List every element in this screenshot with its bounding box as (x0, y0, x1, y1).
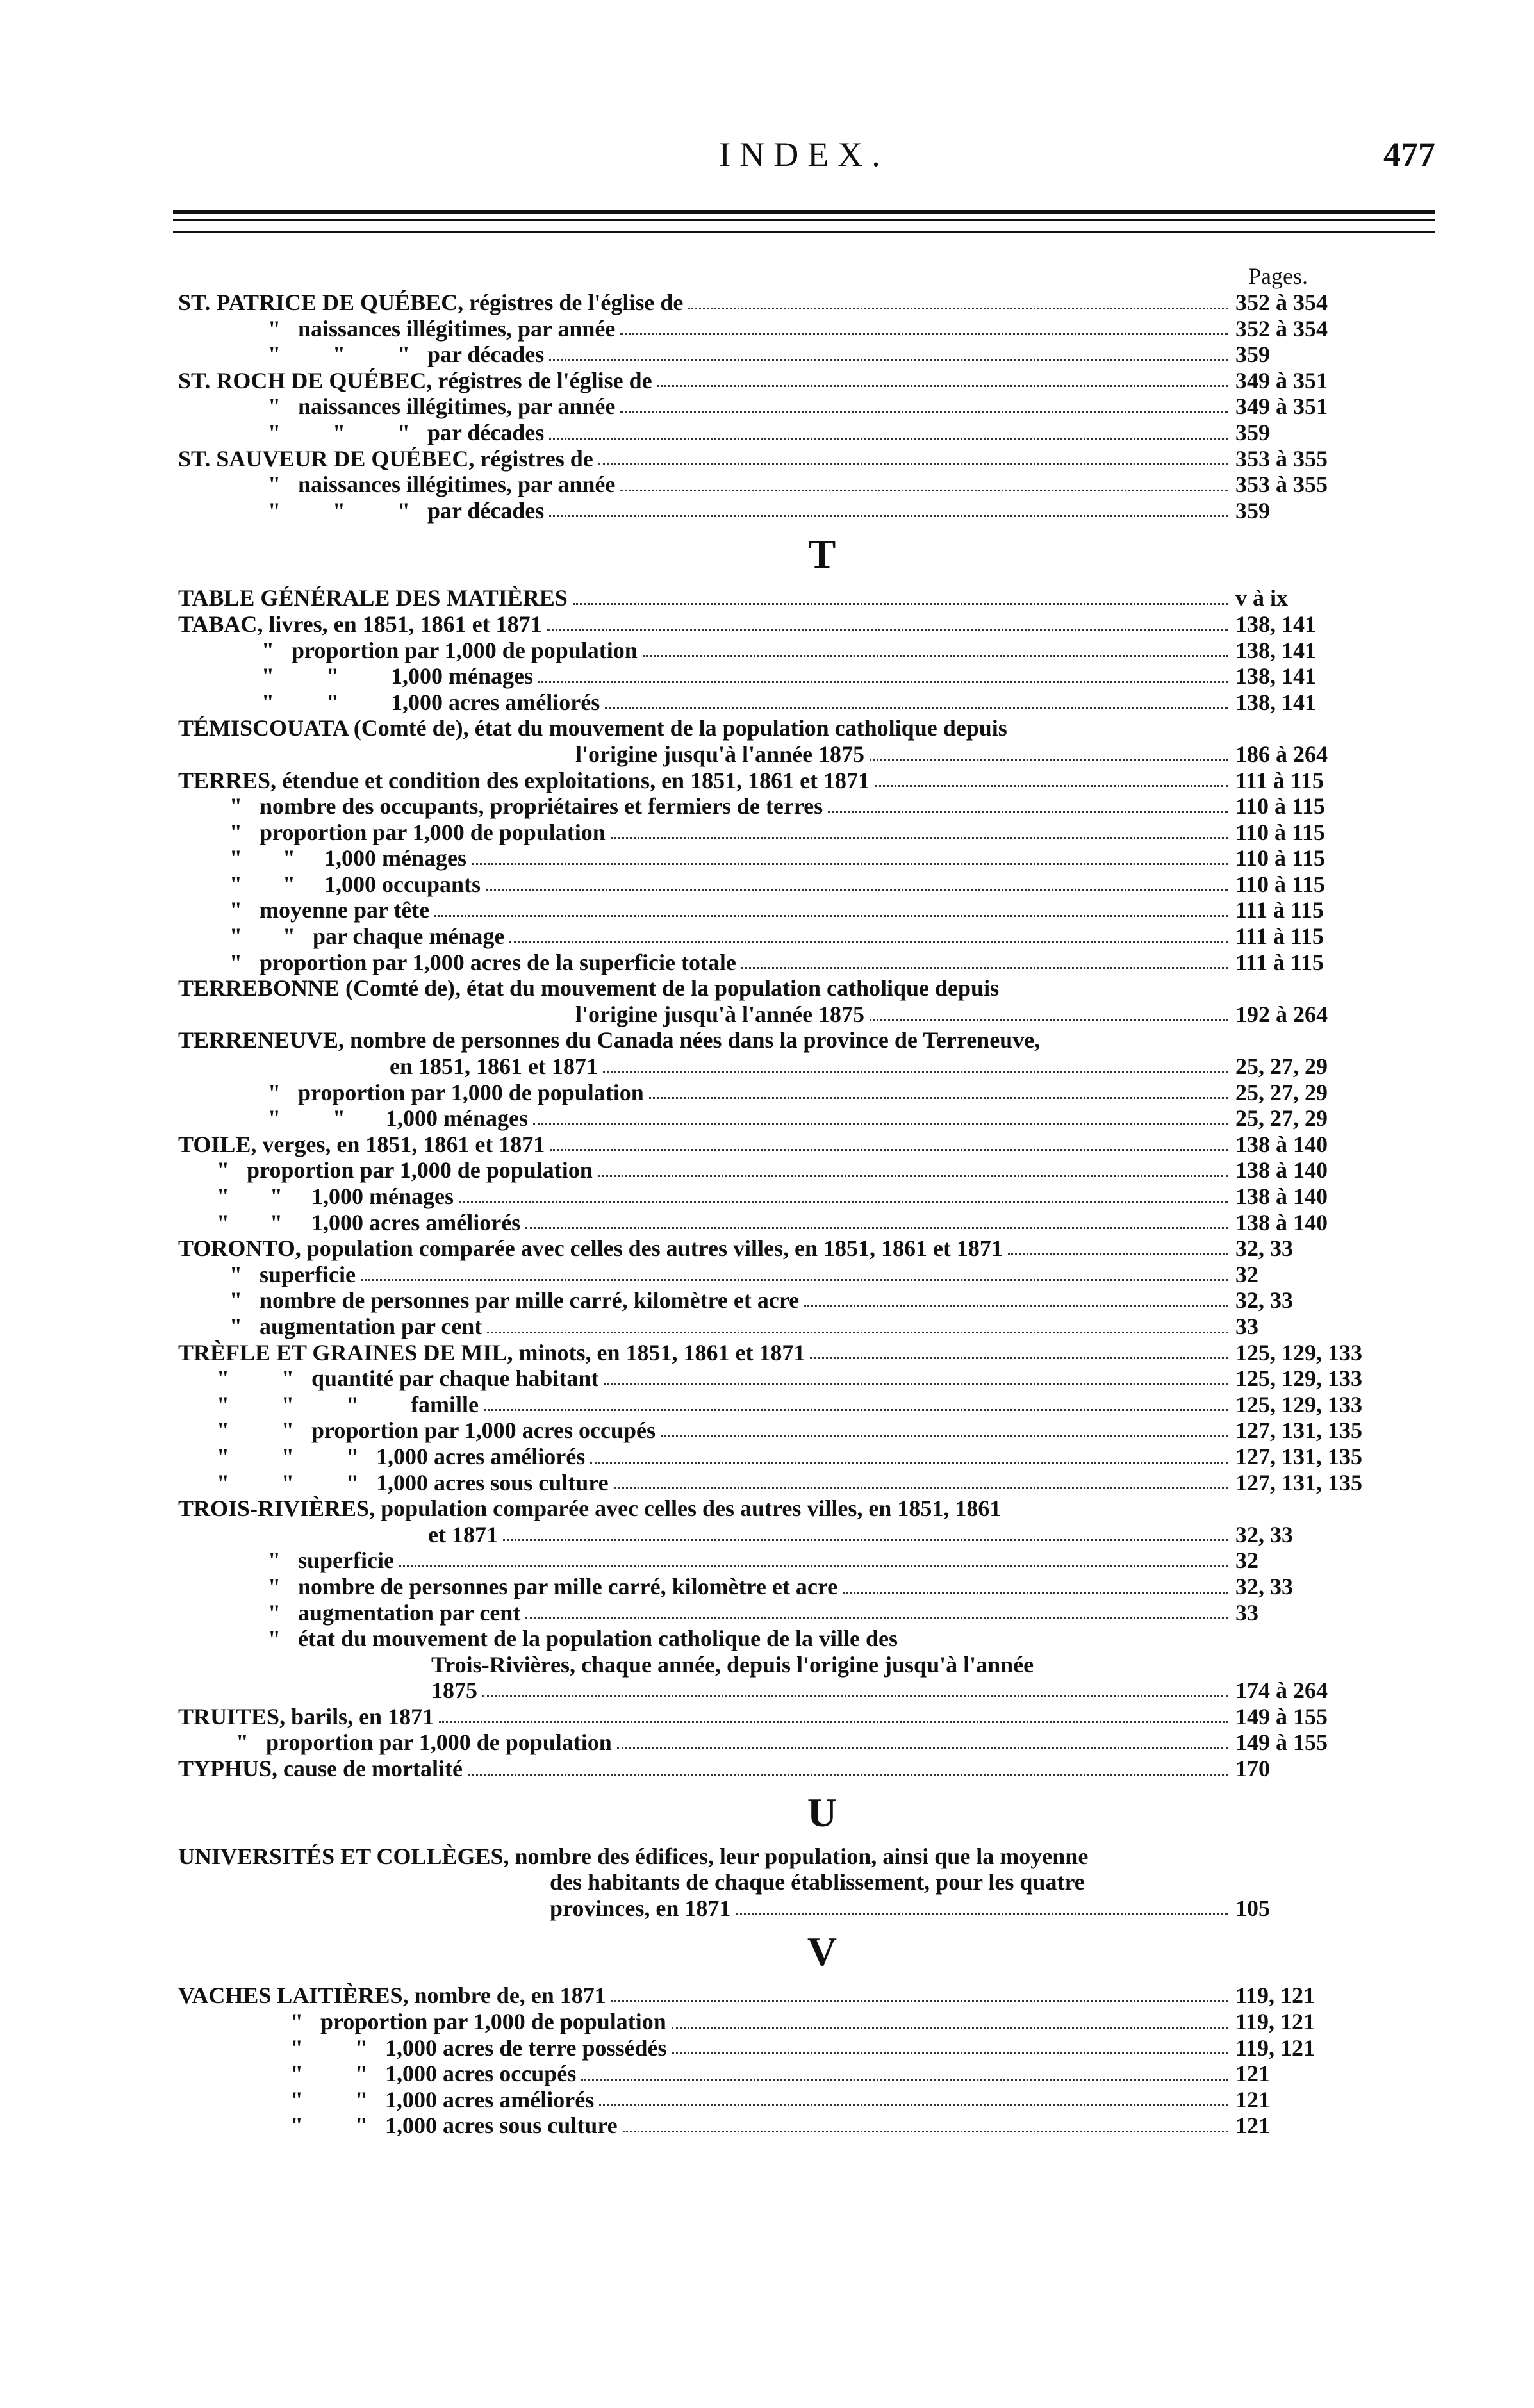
page-reference: 33 (1235, 1313, 1258, 1339)
page-reference: 32 (1235, 1261, 1258, 1287)
page-reference: 138 à 140 (1235, 1157, 1328, 1183)
leader-dots (503, 1539, 1228, 1541)
page-reference: 192 à 264 (1235, 1001, 1328, 1027)
index-entry (178, 1470, 1383, 1496)
entry-text: " " " par décades (268, 419, 545, 445)
leader-dots (617, 1747, 1228, 1749)
entry-text: " moyenne par tête (229, 897, 430, 923)
leader-dots (603, 1071, 1228, 1073)
leader-dots (611, 837, 1228, 839)
index-entry (178, 1895, 1383, 1922)
page-reference: 174 à 264 (1235, 1678, 1328, 1704)
page-reference: v à ix (1235, 585, 1289, 611)
leader-dots (599, 2104, 1228, 2106)
page-reference: 353 à 355 (1235, 445, 1328, 472)
index-entry (178, 1262, 1383, 1288)
page-reference: 110 à 115 (1235, 793, 1326, 820)
entry-text: 1875 (431, 1678, 477, 1704)
entry-text: TERRES, étendue et condition des exploitations, en 1851, 1861 et 1871 (178, 767, 870, 793)
page-reference: 121 (1235, 2086, 1270, 2113)
page-reference: 119, 121 (1235, 2009, 1315, 2035)
entry-text: " " quantité par chaque habitant (217, 1365, 599, 1392)
page-reference: 138 à 140 (1235, 1131, 1328, 1157)
page-reference: 138, 141 (1235, 689, 1316, 715)
entry-text: " " 1,000 ménages (229, 845, 466, 871)
leader-dots (688, 308, 1228, 309)
index-entry (178, 1183, 1383, 1210)
entry-text: " " 1,000 ménages (217, 1183, 454, 1209)
entry-text: l'origine jusqu'à l'année 1875 (575, 1001, 865, 1027)
leader-dots (550, 1149, 1228, 1151)
index-entry (178, 2061, 1383, 2087)
index-entry (178, 950, 1383, 976)
entry-text: " nombre des occupants, propriétaires et fermiers de terres (229, 793, 823, 820)
page-reference: 32, 33 (1235, 1573, 1293, 1599)
index-entry (178, 1132, 1383, 1158)
entry-text: TORONTO, population comparée avec celles des autres villes, en 1851, 1861 et 1871 (178, 1235, 1003, 1262)
entry-text: " naissances illégitimes, par année (268, 472, 616, 498)
page-reference: 25, 27, 29 (1235, 1105, 1328, 1132)
leader-dots (649, 1097, 1228, 1099)
section-letter: T (808, 531, 836, 577)
page-reference: 105 (1235, 1895, 1270, 1921)
entry-text: TRÈFLE ET GRAINES DE MIL, minots, en 1851, 1861 et 1871 (178, 1339, 805, 1365)
page-header (173, 135, 1435, 173)
index-entry (178, 1080, 1383, 1106)
leader-dots (434, 915, 1228, 917)
page-reference: 127, 131, 135 (1235, 1417, 1362, 1444)
entry-text: provinces, en 1871 (550, 1895, 731, 1921)
entry-text: TÉMISCOUATA (Comté de), état du mouvement de la population catholique depuis (178, 715, 1007, 741)
index-entry (178, 2009, 1383, 2035)
page-reference: 127, 131, 135 (1235, 1443, 1362, 1469)
leader-dots (810, 1357, 1228, 1359)
entry-text: TERREBONNE (Comté de), état du mouvement de la population catholique depuis (178, 975, 1000, 1002)
entry-text: TABLE GÉNÉRALE DES MATIÈRES (178, 585, 568, 611)
leader-dots (439, 1721, 1228, 1723)
index-entry (178, 1626, 1383, 1652)
leader-dots (509, 941, 1228, 943)
leader-dots (533, 1123, 1228, 1125)
entry-text: " proportion par 1,000 de population (268, 1079, 644, 1105)
page-reference: 138, 141 (1235, 637, 1316, 663)
leader-dots (1008, 1253, 1228, 1255)
entry-text: " proportion par 1,000 de population (290, 2009, 666, 2035)
leader-dots (620, 411, 1228, 413)
page-reference: 149 à 155 (1235, 1729, 1328, 1756)
page-reference: 170 (1235, 1756, 1270, 1782)
page-reference: 32 (1235, 1547, 1258, 1574)
page-reference: 110 à 115 (1235, 819, 1326, 845)
entry-text: " " " par décades (268, 342, 545, 368)
index-entry (178, 1314, 1383, 1340)
entry-text: ST. PATRICE DE QUÉBEC, régistres de l'église de (178, 290, 684, 315)
leader-dots (547, 629, 1228, 631)
index-entry (178, 420, 1383, 446)
index-entry (178, 2087, 1383, 2113)
index-entry (178, 1027, 1383, 1053)
entry-text: " augmentation par cent (229, 1313, 482, 1339)
leader-dots (620, 333, 1228, 335)
index-entry (178, 663, 1383, 689)
index-entry (178, 393, 1383, 420)
index-entry (178, 897, 1383, 923)
page-reference: 349 à 351 (1235, 367, 1328, 393)
entry-text: " " " 1,000 acres sous culture (217, 1469, 609, 1496)
index-entry (178, 923, 1383, 950)
page-reference: 121 (1235, 2061, 1270, 2087)
entry-text: " nombre de personnes par mille carré, kilomètre et acre (229, 1287, 800, 1314)
page-reference: 111 à 115 (1235, 923, 1324, 950)
entry-text: " naissances illégitimes, par année (268, 315, 616, 342)
entry-text: " augmentation par cent (268, 1599, 521, 1626)
index-section (178, 1782, 1383, 1922)
entry-text: " " proportion par 1,000 acres occupés (217, 1417, 656, 1444)
section-letter: V (807, 1929, 837, 1975)
leader-dots (573, 603, 1228, 605)
index-entry (178, 290, 1383, 316)
entry-text: " " 1,000 acres occupés (290, 2061, 577, 2087)
page-reference: 352 à 354 (1235, 315, 1328, 342)
leader-dots (870, 1019, 1228, 1021)
entry-text: " " 1,000 acres sous culture (290, 2113, 618, 2139)
entry-text: " " par chaque ménage (229, 923, 505, 950)
page-number: 477 (1383, 135, 1435, 174)
index-content (178, 290, 1383, 2139)
leader-dots (843, 1592, 1228, 1594)
entry-text: en 1851, 1861 et 1871 (390, 1053, 598, 1080)
entry-text: TRUITES, barils, en 1871 (178, 1703, 434, 1729)
entry-text: " " 1,000 ménages (261, 663, 533, 689)
index-entry (178, 472, 1383, 498)
leader-dots (598, 463, 1228, 465)
index-entry (178, 871, 1383, 898)
header-rule-thin-lower (173, 231, 1435, 233)
page-reference: 138, 141 (1235, 663, 1316, 689)
entry-text: " état du mouvement de la population catholique de la ville des (268, 1626, 898, 1652)
index-entry (178, 1843, 1383, 1870)
entry-text: " " 1,000 acres améliorés (217, 1209, 521, 1235)
entry-text: TABAC, livres, en 1851, 1861 et 1871 (178, 611, 542, 637)
index-entry (178, 1235, 1383, 1262)
leader-dots (614, 1487, 1228, 1489)
index-entry (178, 2113, 1383, 2139)
entry-text: TROIS-RIVIÈRES, population comparée avec celles des autres villes, en 1851, 1861 (178, 1496, 1002, 1522)
index-entry (178, 715, 1383, 741)
page-reference: 110 à 115 (1235, 845, 1326, 871)
leader-dots (611, 2000, 1228, 2002)
entry-text: " superficie (229, 1261, 356, 1287)
leader-dots (672, 2027, 1228, 2029)
page-title: INDEX. (719, 135, 889, 174)
index-section (178, 524, 1383, 1781)
page-reference: 138, 141 (1235, 611, 1316, 637)
leader-dots (604, 1383, 1228, 1385)
entry-text: " proportion par 1,000 de population (229, 819, 606, 845)
leader-dots (459, 1201, 1228, 1203)
leader-dots (525, 1617, 1228, 1619)
entry-text: " " 1,000 acres améliorés (261, 689, 600, 715)
index-entry (178, 446, 1383, 472)
entry-text: " " 1,000 acres de terre possédés (290, 2034, 667, 2061)
index-entry (178, 1729, 1383, 1756)
index-entry (178, 768, 1383, 794)
index-entry (178, 1547, 1383, 1574)
entry-text: UNIVERSITÉS ET COLLÈGES, nombre des édifices, leur population, ainsi que la moyenne (178, 1843, 1089, 1869)
page-reference: 111 à 115 (1235, 767, 1324, 793)
index-entry (178, 1983, 1383, 2009)
entry-text: " proportion par 1,000 de population (236, 1729, 612, 1756)
leader-dots (549, 438, 1228, 440)
page-reference: 25, 27, 29 (1235, 1053, 1328, 1080)
entry-text: " " " 1,000 acres améliorés (217, 1443, 586, 1469)
index-entry (178, 2035, 1383, 2061)
leader-dots (875, 785, 1228, 787)
page-reference: 125, 129, 133 (1235, 1365, 1362, 1392)
page-reference: 359 (1235, 419, 1270, 445)
page-reference: 32, 33 (1235, 1235, 1293, 1262)
leader-dots (620, 490, 1228, 491)
index-entry (178, 611, 1383, 638)
leader-dots (605, 707, 1228, 709)
index-entry (178, 585, 1383, 611)
index-section (178, 290, 1383, 524)
index-entry (178, 1365, 1383, 1392)
index-entry (178, 1522, 1383, 1548)
index-entry (178, 741, 1383, 768)
leader-dots (538, 681, 1228, 683)
page-reference: 111 à 115 (1235, 949, 1324, 975)
index-entry (178, 1053, 1383, 1080)
page-reference: 25, 27, 29 (1235, 1079, 1328, 1105)
index-entry (178, 1392, 1383, 1418)
index-entry (178, 498, 1383, 524)
index-entry (178, 845, 1383, 871)
index-entry (178, 316, 1383, 342)
index-entry (178, 975, 1383, 1002)
page-reference: 186 à 264 (1235, 741, 1328, 767)
page-reference: 119, 121 (1235, 2034, 1315, 2061)
entry-text: " " " famille (217, 1391, 479, 1417)
page-reference: 125, 129, 133 (1235, 1339, 1362, 1365)
leader-dots (736, 1913, 1228, 1915)
page-reference: 353 à 355 (1235, 472, 1328, 498)
index-entry (178, 638, 1383, 664)
entry-text: " " 1,000 acres améliorés (290, 2086, 595, 2113)
index-entry (178, 1574, 1383, 1600)
index-entry (178, 1105, 1383, 1132)
entry-text: " proportion par 1,000 acres de la superficie totale (229, 949, 736, 975)
leader-dots (581, 2079, 1228, 2081)
index-entry (178, 1496, 1383, 1522)
entry-text: TOILE, verges, en 1851, 1861 et 1871 (178, 1131, 545, 1157)
index-entry (178, 689, 1383, 716)
leader-dots (484, 1409, 1228, 1411)
index-entry (178, 1756, 1383, 1782)
pages-column-label: Pages. (1248, 263, 1308, 289)
leader-dots (598, 1175, 1228, 1177)
index-entry (178, 793, 1383, 820)
page-reference: 32, 33 (1235, 1287, 1293, 1314)
index-entry (178, 1002, 1383, 1028)
page-reference: 352 à 354 (1235, 290, 1328, 315)
entry-text: " " 1,000 occupants (229, 871, 481, 897)
entry-text: ST. SAUVEUR DE QUÉBEC, régistres de (178, 445, 593, 472)
leader-dots (643, 655, 1228, 657)
page-reference: 127, 131, 135 (1235, 1469, 1362, 1496)
index-entry (178, 1417, 1383, 1444)
leader-dots (472, 863, 1228, 865)
entry-text: l'origine jusqu'à l'année 1875 (575, 741, 865, 767)
page-reference: 125, 129, 133 (1235, 1391, 1362, 1417)
page-reference: 149 à 155 (1235, 1703, 1328, 1729)
index-entry (178, 1444, 1383, 1470)
leader-dots (623, 2131, 1228, 2132)
entry-text: " " 1,000 ménages (268, 1105, 528, 1132)
index-entry (178, 1157, 1383, 1183)
leader-dots (525, 1227, 1228, 1229)
index-entry (178, 1869, 1383, 1895)
page-reference: 359 (1235, 342, 1270, 368)
page-reference: 32, 33 (1235, 1521, 1293, 1547)
entry-text: " proportion par 1,000 de population (261, 637, 638, 663)
page-reference: 119, 121 (1235, 1983, 1315, 2009)
entry-text: " proportion par 1,000 de population (217, 1157, 593, 1183)
index-entry (178, 342, 1383, 368)
index-entry (178, 1678, 1383, 1704)
index-entry (178, 1287, 1383, 1314)
page-reference: 121 (1235, 2113, 1270, 2139)
header-rule-thick (173, 210, 1435, 214)
index-entry (178, 1600, 1383, 1626)
entry-text: ST. ROCH DE QUÉBEC, régistres de l'église de (178, 367, 652, 393)
index-entry (178, 1704, 1383, 1730)
page-reference: 138 à 140 (1235, 1183, 1328, 1209)
leader-dots (487, 1332, 1228, 1333)
leader-dots (657, 385, 1228, 387)
page-reference: 111 à 115 (1235, 897, 1324, 923)
entry-text: et 1871 (428, 1521, 498, 1547)
header-rule-thin (173, 219, 1435, 221)
entry-text: TYPHUS, cause de mortalité (178, 1756, 463, 1782)
index-entry (178, 1340, 1383, 1366)
section-letter: U (807, 1789, 837, 1835)
index-entry (178, 1652, 1383, 1678)
leader-dots (482, 1695, 1228, 1697)
leader-dots (486, 889, 1228, 891)
entry-text: " naissances illégitimes, par année (268, 393, 616, 420)
leader-dots (672, 2052, 1228, 2054)
leader-dots (549, 359, 1228, 361)
index-entry (178, 368, 1383, 394)
page-reference: 110 à 115 (1235, 871, 1326, 897)
entry-text: " " " par décades (268, 497, 545, 524)
entry-text: des habitants de chaque établissement, pour les quatre (550, 1869, 1085, 1895)
page-reference: 33 (1235, 1599, 1258, 1626)
leader-dots (399, 1565, 1228, 1567)
entry-text: TERRENEUVE, nombre de personnes du Canada nées dans la province de Terreneuve, (178, 1027, 1041, 1053)
leader-dots (590, 1462, 1228, 1464)
leader-dots (870, 759, 1228, 761)
leader-dots (661, 1435, 1228, 1437)
entry-text: VACHES LAITIÈRES, nombre de, en 1871 (178, 1983, 606, 2009)
leader-dots (741, 967, 1228, 969)
index-entry (178, 1210, 1383, 1236)
index-section (178, 1921, 1383, 2139)
index-entry (178, 820, 1383, 846)
entry-text: Trois-Rivières, chaque année, depuis l'origine jusqu'à l'année (431, 1651, 1034, 1678)
entry-text: " nombre de personnes par mille carré, kilomètre et acre (268, 1573, 838, 1599)
page-reference: 349 à 351 (1235, 393, 1328, 420)
page-reference: 138 à 140 (1235, 1209, 1328, 1235)
entry-text: " superficie (268, 1547, 394, 1574)
leader-dots (804, 1305, 1228, 1307)
leader-dots (468, 1774, 1228, 1776)
leader-dots (828, 811, 1228, 813)
leader-dots (549, 515, 1228, 517)
page-reference: 359 (1235, 497, 1270, 524)
leader-dots (361, 1279, 1228, 1281)
